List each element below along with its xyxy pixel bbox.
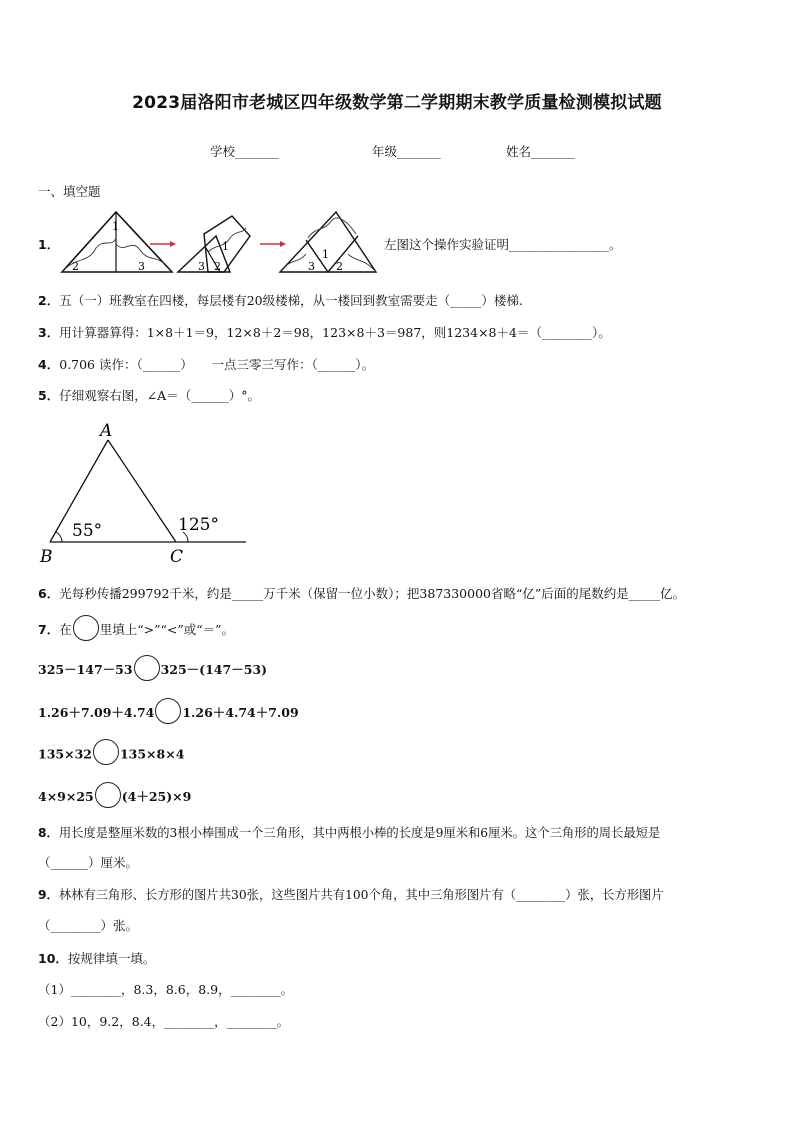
q1-label-2a: 2: [72, 260, 79, 273]
compare-left: 135×32: [38, 746, 92, 762]
q9-line1: 林林有三角形、长方形的图片共30张，这些图片共有100个角，其中三角形图片有（________）张，长方形图片: [58, 888, 664, 902]
answer-circle[interactable]: [134, 655, 160, 681]
name-field[interactable]: 姓名_______: [506, 144, 575, 159]
q3: 3．用计算器算得：1×8＋1＝9，12×8＋2＝98，123×8＋3＝987，则1234×8＋4＝（________）。: [38, 325, 611, 340]
q2: 2．五（一）班教室在四楼，每层楼有20级楼梯，从一楼回到教室需要走（_____）楼梯.: [38, 293, 523, 308]
q5: 5．仔细观察右图，∠A＝（______）°。: [38, 388, 260, 403]
q10-sub2: （2）10，9.2，8.4，________，________。: [38, 1014, 290, 1029]
q5-text: 仔细观察右图，∠A＝（______）°。: [59, 388, 260, 403]
q10: 10．按规律填一填。: [38, 951, 156, 966]
answer-circle[interactable]: [73, 615, 99, 641]
answer-circle[interactable]: [155, 698, 181, 724]
q4-text: 0.706 读作：（______） 一点三零三写作：（______）。: [59, 357, 374, 372]
school-field[interactable]: 学校_______: [210, 144, 279, 159]
q7-post: 里填上“>”“<”或“＝”。: [99, 622, 235, 637]
q7: 7．在 里填上“>”“<”或“＝”。: [38, 620, 234, 641]
q1-label-2c: 2: [336, 260, 343, 273]
angle-c-label: 125°: [178, 515, 219, 535]
compare-row-1: [38, 660, 267, 681]
q1-label-1a: 1: [112, 220, 119, 233]
compare-row-2: [38, 703, 299, 724]
q9-line2: （________）张。: [38, 918, 139, 933]
compare-left: 4×9×25: [38, 789, 94, 804]
q8-line1: 用长度是整厘米数的3根小棒围成一个三角形，其中两根小棒的长度是9厘米和6厘米。这个三角形的周长最短是: [58, 826, 661, 840]
grade-field[interactable]: 年级_______: [372, 144, 441, 159]
compare-right: 1.26＋4.74＋7.09: [182, 705, 299, 720]
q5-angle-figure: [36, 418, 252, 568]
vertex-a-label: A: [100, 421, 113, 441]
q4: 4．0.706 读作：（______） 一点三零三写作：（______）。: [38, 357, 374, 372]
angle-b-label: 55°: [72, 521, 103, 541]
q6: 6．光每秒传播299792千米，约是_____万千米（保留一位小数）；把387330000省略“亿”后面的尾数约是_____亿。: [38, 586, 686, 601]
compare-right: 135×8×4: [119, 746, 185, 762]
compare-row-3: [38, 745, 184, 765]
compare-right: (4＋25)×9: [121, 789, 192, 804]
q1-label-2b: 2: [214, 260, 221, 273]
q1-label-3c: 3: [308, 260, 315, 273]
q10-text: 按规律填一填。: [67, 951, 156, 966]
q1-triangle-figure: [58, 208, 378, 278]
q3-text: 用计算器算得：1×8＋1＝9，12×8＋2＝98，123×8＋3＝987，则1234×8＋4＝（________）。: [59, 325, 611, 340]
q1-label-3b: 3: [198, 260, 205, 273]
answer-circle[interactable]: [95, 782, 121, 808]
q9: 9．林林有三角形、长方形的图片共30张，这些图片共有100个角，其中三角形图片有（________）张，长方形图片: [38, 888, 664, 902]
q1-label-1c: 1: [322, 248, 329, 261]
q1-number: 1．: [38, 237, 60, 252]
q7-pre: 在: [59, 622, 72, 637]
compare-right: 325－(147－53): [160, 662, 268, 677]
q1-label-1b: 1: [222, 240, 229, 253]
q8-line2: （______）厘米。: [38, 855, 139, 870]
vertex-c-label: C: [170, 547, 184, 567]
compare-row-4: [38, 787, 191, 808]
compare-left: 1.26＋7.09＋4.74: [38, 705, 155, 720]
vertex-b-label: B: [40, 547, 53, 567]
q1-label-3a: 3: [138, 260, 145, 273]
answer-circle[interactable]: [93, 739, 119, 765]
q6-text: 光每秒传播299792千米，约是_____万千米（保留一位小数）；把387330000省略“亿”后面的尾数约是_____亿。: [59, 586, 686, 601]
section-heading: 一、填空题: [38, 184, 101, 199]
q10-sub1: （1）________，8.3，8.6，8.9，________。: [38, 982, 294, 997]
q1-text: 左图这个操作实验证明________________。: [384, 237, 622, 252]
compare-left: 325－147－53: [38, 662, 133, 677]
page-title: 2023届洛阳市老城区四年级数学第二学期期末教学质量检测模拟试题: [132, 93, 662, 113]
q8: 8．用长度是整厘米数的3根小棒围成一个三角形，其中两根小棒的长度是9厘米和6厘米。这个三角形的周长最短是: [38, 826, 661, 840]
q2-text: 五（一）班教室在四楼，每层楼有20级楼梯，从一楼回到教室需要走（_____）楼梯.: [59, 293, 523, 308]
